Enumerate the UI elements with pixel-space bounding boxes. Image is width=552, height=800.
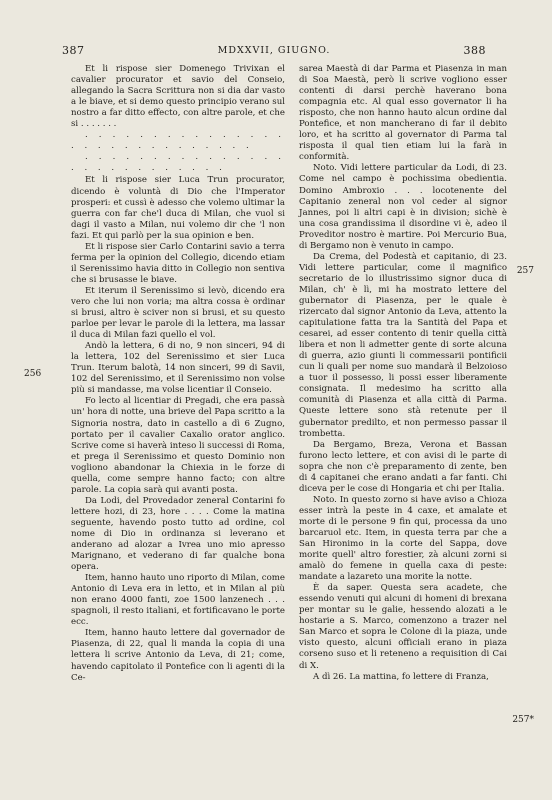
paragraph: Da Bergamo, Breza, Verona et Bassan furono lecto lettere, et con avisi di le parte di sopra che non c'è preparamento di zente, ben di 4 capitanei che erano andati a far fanti. Chi diceva per le cose di Hongaria et chi per Italia. xyxy=(299,439,507,494)
margin-note-right: 257 xyxy=(516,266,534,276)
paragraph: Da Lodi, del Provedador zeneral Contarini fo lettere hozi, di 23, hore . . . . Come la matina seguente, havendo posto tutto ad ordine, col nome di Dio in ordinanza si leverano et anderano ad alozar a Ivrea uno mio apresso Marignano, et vederano di far qualche bona opera. xyxy=(71,495,285,573)
paragraph: Noto. Vidi lettere particular da Lodi, di 23. Come nel campo è pochissima obedientia. Domino Ambroxio . . . locotenente del Capitanio zeneral non vol ceder al signor Jannes, poi li altri capi è in division; sichè è una cosa grandissima il disordine vi è, adeo il Proveditor nostro è martire. Poi Mercurio Bua, di Bergamo non è venuto in campo. xyxy=(299,163,507,251)
paragraph: Item, hanno hauto lettere dal governador de Piasenza, di 22, qual li manda la copia di una lettera li scrive Antonio da Leva, di 21; come, havendo capitolato il Pontefice con li agenti di la Ce- xyxy=(71,628,285,683)
paragraph: Item, hanno hauto uno riporto di Milan, come Antonio di Leva era in letto, et in Milan al più non erano 4000 fanti, zoe 1500 lanzenech . . . spagnoli, il resto italiani, et fortificavano le porte ecc. xyxy=(71,573,286,628)
right-column xyxy=(299,64,507,683)
running-header xyxy=(62,44,486,60)
paragraph: Et li rispose sier Luca Trun procurator, dicendo è voluntà di Dio che l'Imperator prosperi: et cussì è adesso che volemo ultimar la guerra con far che'l duca di Milan, che vuol si dagi il vasto a Milan, nui volemo dir che 'l non fazi. Et qui parlò per la sua opinion e ben. xyxy=(71,175,285,241)
page-number-left: 387 xyxy=(62,44,85,57)
paragraph: Da Crema, del Podestà et capitanio, di 23. Vidi lettere particular, come il magnifico secretario de lo illustrissimo signor duca di Milan, ch' è lì, mi ha mostrato lettere del gubernator di Piasenza, per le quale è rizercato dal signor Antonio da Leva, attento la capitulatione fatta tra la Santità del Papa et cesarei, ad esser contento di tenir quella città libera et non li admetter gente di sorte alcuna di guerra, azio giunti li commessarii pontificii cun li quali per nome suo mandarà il Belzoioso a tuor il possesso, li possi esser liberamente consignata. Il medesimo ha scritto alla comunità di Piasenza et alla città di Parma. Queste lettere sono stà retenute per il gubernator predilto, et non permesso passar il trombetta. xyxy=(299,251,507,439)
paragraph: Et iterum il Serenissimo si levò, dicendo era vero che lui non voria; ma altra cossa è ordinar si brusi, altro è sciver non si brusi, et su questo parloe per levar le parole di la lettera, ma lassar il duca di Milan fazi quello el vol. xyxy=(71,285,285,341)
paragraph: Noto. In questo zorno si have aviso a Chioza esser intrà la peste in 4 caxe, et amalate et morte di le persone 9 fin qui, processa da uno barcaruol etc. Item, in questa terra par che a San Hironimo in la corte del Sappa, dove morite quell' altro forestier, zà alcuni zorni si amalò do femene in quella caxa di peste: mandate a lazareto una morite la notte. xyxy=(299,494,507,583)
paragraph: È da saper. Questa sera acadete, che essendo venuti qui alcuni di homeni di brexana per montar su le galie, hessendo alozati a le hostarie a S. Marco, comenzono a trazer nel San Marco et sopra le Colone di la piaza, unde visto questo, alcuni officiali erano in piaza corseno suso et li reteneno a requisition di Cai di X. xyxy=(299,583,507,671)
paragraph: Fo lecto al licentiar di Pregadi, che era passà un' hora di notte, una brieve del Papa scritto a la Signoria nostra, dato in castello a dì 6 Zugno, portato per il cavalier Caxalio orator anglico. Scrive come si haverà inteso li successi di Roma, et prega il Serenissimo et questo Dominio non vogliono abandonar la Chiexia in le forze di quella, come sempre hanno facto; con altre parole. La copia sarà qui avanti posta. xyxy=(71,396,285,495)
running-title: MDXXVII, GIUGNO. xyxy=(217,45,331,56)
paragraph: Et li rispose sier Domenego Trivixan el cavalier procurator et savio del Conseio, allegando la Sacra Scrittura non si dia dar vasto a le biave, et si demo questo principio verano sul nostro a far ditto effecto, con altre parole, et che si . . . . . . . xyxy=(71,64,285,130)
margin-note-right: 257* xyxy=(512,715,534,725)
ellipsis-line: . . . . . . . . . . . . . . . . . . . . . . . . . . . . . xyxy=(71,130,285,152)
margin-note-left: 256 xyxy=(24,369,42,379)
paragraph: Et li rispose sier Carlo Contarini savio a terra ferma per la opinion del Collegio, dicendo etiam il Serenissimo havia ditto in Collegio non sentiva che si brusasse le biave. xyxy=(71,241,285,285)
paragraph: Andò la lettera, 6 di no, 9 non sinceri, 94 di la lettera, 102 del Serenissimo et sier Luca Trun. Iterum balotà, 14 non sinceri, 99 di Savii, 102 del Serenissimo, et il Serenissimo non volse più si mandasse, ma volse licentiar il Conseio. xyxy=(71,341,285,396)
page-number-right: 388 xyxy=(463,44,486,57)
ellipsis-line: . . . . . . . . . . . . . . . . . . . . . . . . . . . xyxy=(71,152,285,174)
paragraph: sarea Maestà di dar Parma et Piasenza in man di Soa Maestà, però li scrive vogliono esser contenti di darsi perchè haverano bona compagnia etc. Al qual esso governator li ha risposto, che non hanno hauto alcun ordine dal Pontefice, et non mancherano di far il debito loro, et ha scritto al governator di Parma tal risposta il qual tien etiam lui la farà in conformità. xyxy=(299,64,507,163)
left-column xyxy=(71,64,285,684)
paragraph: A dì 26. La mattina, fo lettere di Franza, xyxy=(313,671,489,682)
